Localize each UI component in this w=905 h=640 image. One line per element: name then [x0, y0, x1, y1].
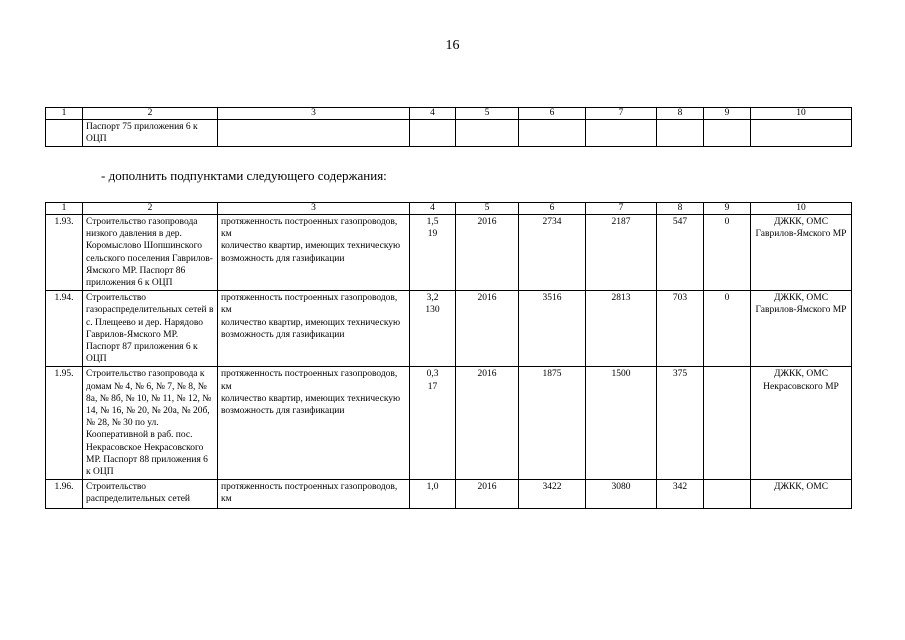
cell-col7: 1500: [586, 367, 657, 480]
value-length: 0,3: [426, 369, 439, 380]
cell-values: [410, 367, 456, 480]
cell-col8: 375: [657, 367, 704, 480]
cell-indicators: [218, 480, 410, 509]
indicator-apartments: количество квартир, имеющих техническую возможность для газификации: [221, 393, 401, 417]
indicator-length: протяженность построенных газопроводов, км: [221, 369, 398, 392]
header-cell: 3: [218, 203, 410, 215]
cell-values: [410, 291, 456, 367]
cell-name-text: Строительство распределительных сетей: [86, 482, 191, 505]
header-cell: 5: [456, 203, 519, 215]
cell-total: 2734: [519, 215, 586, 291]
header-cell: 2: [83, 108, 218, 120]
header-cell: 6: [519, 203, 586, 215]
header-row: [46, 203, 852, 215]
cell-indicators: [218, 291, 410, 367]
cell-col7: 3080: [586, 480, 657, 509]
value-apartments: 19: [427, 229, 438, 240]
page-number: 16: [445, 38, 460, 53]
indicator-length: протяженность построенных газопроводов, км: [221, 293, 398, 316]
cell-num: 1.95.: [46, 367, 83, 480]
cell-name: Строительство газопровода к домам № 4, № 6, № 7, № 8, № 8а, № 8б, № 10, № 11, № 12, № 14, № 16, № 20, № 20а, № 20б, № 28, № 30 по ул. Кооперативной в раб. пос. Некрасовское Некрасовского МР. Паспорт 88 приложения 6 к ОЦП: [83, 367, 218, 480]
cell: [586, 120, 657, 147]
cell-num: 1.94.: [46, 291, 83, 367]
cell-name: Строительство газопровода низкого давления в дер. Коромыслово Шопшинского сельского поселения Гаврилов-Ямского МР. Паспорт 86 приложения 6 к ОЦП: [83, 215, 218, 291]
header-cell: 4: [410, 203, 456, 215]
cell-name: [83, 480, 218, 509]
cell-num: [46, 120, 83, 147]
header-cell: 3: [218, 108, 410, 120]
table-row: [46, 215, 852, 291]
continuation-table: [45, 107, 852, 147]
indicator-length: протяженность построенных газопроводов, км: [221, 217, 398, 240]
cell-values: [410, 215, 456, 291]
header-cell: 7: [586, 203, 657, 215]
header-cell: 9: [704, 108, 751, 120]
cell-executor: ДЖКК, ОМС Гаврилов-Ямского МР: [751, 215, 852, 291]
header-cell: 7: [586, 108, 657, 120]
cell-name: Строительство газораспределительных сетей в с. Плещеево и дер. Нарядово Гаврилов-Ямского МР. Паспорт 87 приложения 6 к ОЦП: [83, 291, 218, 367]
cell-num: 1.96.: [46, 480, 83, 509]
cell-num: 1.93.: [46, 215, 83, 291]
cell-year: 2016: [456, 291, 519, 367]
table-row: [46, 120, 852, 147]
cell: [657, 120, 704, 147]
header-cell: 6: [519, 108, 586, 120]
header-cell: 9: [704, 203, 751, 215]
cell: [704, 120, 751, 147]
amendment-note: - дополнить подпунктами следующего содержания:: [101, 168, 387, 183]
cell-col8: 547: [657, 215, 704, 291]
indicator-apartments: количество квартир, имеющих техническую возможность для газификации: [221, 317, 401, 340]
header-cell: 10: [751, 203, 852, 215]
cell-executor: ДЖКК, ОМС: [751, 480, 852, 509]
header-cell: 8: [657, 108, 704, 120]
cell-total: 3422: [519, 480, 586, 509]
cell: [519, 120, 586, 147]
cell-col9: [704, 480, 751, 509]
value-apartments: 17: [427, 381, 438, 392]
header-cell: 5: [456, 108, 519, 120]
cell-executor: ДЖКК, ОМС Некрасовского МР: [751, 367, 852, 480]
cell-col8: 342: [657, 480, 704, 509]
cell-total: 1875: [519, 367, 586, 480]
cell: [456, 120, 519, 147]
cell-indicators: [218, 215, 410, 291]
indicator-apartments: количество квартир, имеющих техническую возможность для газификации: [221, 241, 401, 264]
table-row: [46, 291, 852, 367]
indicator-length: протяженность построенных газопроводов, км: [221, 482, 398, 505]
header-cell: 2: [83, 203, 218, 215]
header-cell: 1: [46, 203, 83, 215]
header-cell: 4: [410, 108, 456, 120]
value-apartments: 130: [425, 305, 440, 316]
program-table: [45, 202, 852, 509]
cell-name: Паспорт 75 приложения 6 к ОЦП: [83, 120, 218, 147]
cell-executor: ДЖКК, ОМС Гаврилов-Ямского МР: [751, 291, 852, 367]
cell-col8: 703: [657, 291, 704, 367]
cell-col9: 0: [704, 291, 751, 367]
cell: [218, 120, 410, 147]
value-length: 1,5: [426, 217, 439, 227]
header-cell: 1: [46, 108, 83, 120]
table-row: [46, 480, 852, 509]
cell-col9: 0: [704, 215, 751, 291]
cell-values: [410, 480, 456, 509]
value-length: 3,2: [426, 293, 439, 304]
cell: [751, 120, 852, 147]
cell-col7: 2187: [586, 215, 657, 291]
cell-col9: [704, 367, 751, 480]
table-row: [46, 367, 852, 480]
value-length: 1,0: [426, 482, 439, 493]
cell-total: 3516: [519, 291, 586, 367]
cell-year: 2016: [456, 215, 519, 291]
cell-year: 2016: [456, 480, 519, 509]
cell-indicators: [218, 367, 410, 480]
header-row: [46, 108, 852, 120]
cell-col7: 2813: [586, 291, 657, 367]
cell: [410, 120, 456, 147]
header-cell: 8: [657, 203, 704, 215]
cell-year: 2016: [456, 367, 519, 480]
header-cell: 10: [751, 108, 852, 120]
